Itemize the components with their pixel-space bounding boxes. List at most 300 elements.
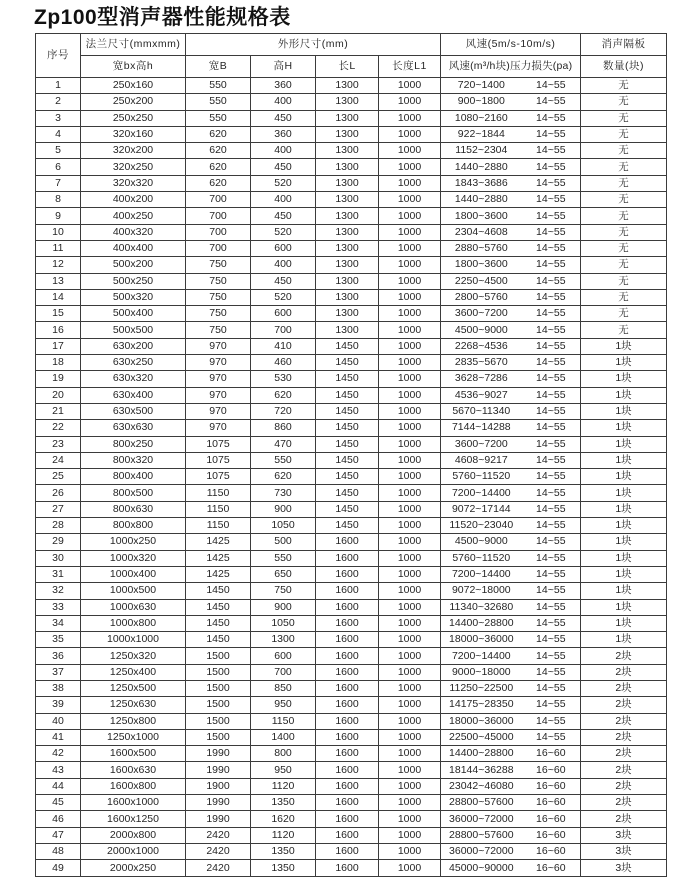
airflow-range: 22500~45000: [449, 731, 514, 744]
cell-length-l: 1300: [316, 273, 379, 289]
cell-width-b: 700: [186, 224, 251, 240]
airflow-range: 7200~14400: [451, 568, 511, 581]
cell-airflow-pressure: [441, 143, 581, 159]
cell-height-h: 1300: [251, 632, 316, 648]
cell-length-l: 1600: [316, 583, 379, 599]
cell-flange-size: 2000x250: [81, 860, 186, 877]
cell-height-h: 470: [251, 436, 316, 452]
cell-width-b: 2420: [186, 860, 251, 877]
pressure-loss: 14~55: [536, 144, 566, 157]
table-row: [36, 843, 667, 859]
cell-airflow-pressure: [441, 420, 581, 436]
cell-serial: 36: [36, 648, 81, 664]
cell-serial: 4: [36, 126, 81, 142]
cell-length-l1: 1000: [379, 599, 441, 615]
cell-width-b: 1500: [186, 729, 251, 745]
cell-length-l: 1300: [316, 126, 379, 142]
airflow-range: 1152~2304: [455, 144, 508, 157]
cell-flange-size: 800x320: [81, 452, 186, 468]
table-row: [36, 159, 667, 175]
cell-flange-size: 1250x500: [81, 680, 186, 696]
cell-width-b: 620: [186, 175, 251, 191]
cell-length-l1: 1000: [379, 94, 441, 110]
cell-airflow-pressure: [441, 566, 581, 582]
header-serial: 序号: [36, 34, 81, 78]
cell-serial: 48: [36, 843, 81, 859]
pressure-loss: 14~55: [536, 372, 566, 385]
cell-serial: 44: [36, 778, 81, 794]
cell-serial: 43: [36, 762, 81, 778]
pressure-loss: 14~55: [536, 128, 566, 141]
cell-height-h: 750: [251, 583, 316, 599]
cell-flange-size: 2000x1000: [81, 843, 186, 859]
cell-length-l: 1600: [316, 599, 379, 615]
pressure-loss: 16~60: [536, 812, 566, 825]
cell-length-l1: 1000: [379, 680, 441, 696]
cell-serial: 19: [36, 371, 81, 387]
airflow-range: 11250~22500: [449, 682, 514, 695]
cell-airflow-pressure: [441, 159, 581, 175]
cell-width-b: 1500: [186, 713, 251, 729]
cell-baffle-count: 无: [581, 94, 667, 110]
cell-baffle-count: 1块: [581, 371, 667, 387]
airflow-range: 2250~4500: [454, 274, 508, 287]
cell-width-b: 750: [186, 257, 251, 273]
cell-length-l: 1300: [316, 159, 379, 175]
table-row: [36, 192, 667, 208]
table-body: [36, 78, 667, 877]
cell-height-h: 550: [251, 550, 316, 566]
cell-width-b: 1500: [186, 648, 251, 664]
cell-height-h: 600: [251, 306, 316, 322]
cell-height-h: 1150: [251, 713, 316, 729]
cell-airflow-pressure: [441, 534, 581, 550]
cell-width-b: 550: [186, 94, 251, 110]
cell-airflow-pressure: [441, 452, 581, 468]
cell-baffle-count: 1块: [581, 518, 667, 534]
cell-baffle-count: 无: [581, 78, 667, 94]
table-row: [36, 746, 667, 762]
cell-serial: 33: [36, 599, 81, 615]
header-length-l1: 长度L1: [379, 56, 441, 78]
cell-flange-size: 630x200: [81, 338, 186, 354]
pressure-loss: 14~55: [536, 111, 566, 124]
cell-airflow-pressure: [441, 746, 581, 762]
cell-flange-size: 1000x800: [81, 615, 186, 631]
airflow-range: 2304~4608: [454, 225, 508, 238]
cell-flange-size: 1600x630: [81, 762, 186, 778]
airflow-range: 9072~18000: [451, 584, 511, 597]
cell-length-l: 1600: [316, 860, 379, 877]
cell-length-l: 1450: [316, 436, 379, 452]
cell-width-b: 1150: [186, 518, 251, 534]
cell-baffle-count: 2块: [581, 697, 667, 713]
cell-baffle-count: 1块: [581, 501, 667, 517]
cell-flange-size: 500x200: [81, 257, 186, 273]
cell-airflow-pressure: [441, 94, 581, 110]
cell-airflow-pressure: [441, 762, 581, 778]
header-baffle-sub: 数量(块): [581, 56, 667, 78]
table-row: [36, 338, 667, 354]
table-row: [36, 126, 667, 142]
cell-flange-size: 800x800: [81, 518, 186, 534]
cell-serial: 29: [36, 534, 81, 550]
cell-baffle-count: 1块: [581, 534, 667, 550]
cell-width-b: 1500: [186, 680, 251, 696]
cell-airflow-pressure: [441, 795, 581, 811]
cell-serial: 31: [36, 566, 81, 582]
cell-flange-size: 1250x1000: [81, 729, 186, 745]
pressure-loss: 14~55: [536, 307, 566, 320]
table-row: [36, 452, 667, 468]
cell-airflow-pressure: [441, 632, 581, 648]
cell-baffle-count: 2块: [581, 762, 667, 778]
pressure-loss: 14~55: [536, 388, 566, 401]
cell-airflow-pressure: [441, 713, 581, 729]
cell-serial: 20: [36, 387, 81, 403]
cell-baffle-count: 2块: [581, 811, 667, 827]
cell-length-l: 1300: [316, 175, 379, 191]
cell-length-l: 1600: [316, 746, 379, 762]
cell-width-b: 700: [186, 192, 251, 208]
cell-flange-size: 500x320: [81, 289, 186, 305]
cell-baffle-count: 无: [581, 306, 667, 322]
header-length-l: 长L: [316, 56, 379, 78]
cell-length-l1: 1000: [379, 306, 441, 322]
cell-baffle-count: 无: [581, 126, 667, 142]
cell-height-h: 620: [251, 387, 316, 403]
cell-length-l1: 1000: [379, 371, 441, 387]
cell-airflow-pressure: [441, 257, 581, 273]
cell-serial: 13: [36, 273, 81, 289]
airflow-range: 18000~36000: [449, 633, 514, 646]
cell-height-h: 450: [251, 273, 316, 289]
cell-baffle-count: 无: [581, 257, 667, 273]
cell-serial: 27: [36, 501, 81, 517]
cell-height-h: 900: [251, 599, 316, 615]
cell-flange-size: 630x500: [81, 403, 186, 419]
cell-flange-size: 400x200: [81, 192, 186, 208]
cell-serial: 47: [36, 827, 81, 843]
pressure-loss: 16~60: [536, 828, 566, 841]
cell-length-l: 1600: [316, 632, 379, 648]
cell-baffle-count: 2块: [581, 778, 667, 794]
cell-airflow-pressure: [441, 615, 581, 631]
table-row: [36, 78, 667, 94]
cell-serial: 38: [36, 680, 81, 696]
table-row: [36, 257, 667, 273]
cell-width-b: 1990: [186, 762, 251, 778]
airflow-range: 28800~57600: [449, 796, 514, 809]
cell-height-h: 1120: [251, 778, 316, 794]
cell-length-l1: 1000: [379, 811, 441, 827]
cell-length-l: 1300: [316, 110, 379, 126]
airflow-range: 2268~4536: [454, 339, 508, 352]
cell-baffle-count: 无: [581, 143, 667, 159]
cell-airflow-pressure: [441, 827, 581, 843]
cell-length-l1: 1000: [379, 697, 441, 713]
cell-airflow-pressure: [441, 648, 581, 664]
cell-flange-size: 250x200: [81, 94, 186, 110]
table-row: [36, 240, 667, 256]
cell-baffle-count: 2块: [581, 713, 667, 729]
cell-length-l: 1600: [316, 713, 379, 729]
pressure-loss: 14~55: [536, 176, 566, 189]
cell-height-h: 400: [251, 143, 316, 159]
cell-baffle-count: 无: [581, 224, 667, 240]
airflow-range: 4500~9000: [454, 535, 508, 548]
table-row: [36, 306, 667, 322]
cell-width-b: 1990: [186, 811, 251, 827]
cell-airflow-pressure: [441, 240, 581, 256]
cell-width-b: 1425: [186, 566, 251, 582]
cell-airflow-pressure: [441, 501, 581, 517]
table-row: [36, 648, 667, 664]
airflow-range: 3628~7286: [454, 372, 508, 385]
cell-length-l: 1300: [316, 78, 379, 94]
cell-width-b: 620: [186, 143, 251, 159]
pressure-loss: 14~55: [536, 714, 566, 727]
cell-width-b: 1425: [186, 534, 251, 550]
cell-serial: 40: [36, 713, 81, 729]
cell-airflow-pressure: [441, 192, 581, 208]
cell-airflow-pressure: [441, 208, 581, 224]
cell-airflow-pressure: [441, 843, 581, 859]
cell-flange-size: 500x400: [81, 306, 186, 322]
cell-length-l: 1450: [316, 387, 379, 403]
cell-length-l1: 1000: [379, 322, 441, 338]
pressure-loss: 14~55: [536, 665, 566, 678]
cell-width-b: 750: [186, 289, 251, 305]
cell-serial: 5: [36, 143, 81, 159]
cell-baffle-count: 1块: [581, 338, 667, 354]
cell-length-l1: 1000: [379, 778, 441, 794]
cell-length-l1: 1000: [379, 257, 441, 273]
cell-baffle-count: 1块: [581, 387, 667, 403]
cell-length-l1: 1000: [379, 224, 441, 240]
table-row: [36, 599, 667, 615]
cell-length-l1: 1000: [379, 762, 441, 778]
table-row: [36, 501, 667, 517]
cell-baffle-count: 无: [581, 289, 667, 305]
cell-width-b: 2420: [186, 843, 251, 859]
cell-height-h: 500: [251, 534, 316, 550]
airflow-range: 4500~9000: [454, 323, 508, 336]
cell-serial: 34: [36, 615, 81, 631]
pressure-loss: 14~55: [536, 339, 566, 352]
cell-flange-size: 630x400: [81, 387, 186, 403]
cell-airflow-pressure: [441, 126, 581, 142]
cell-airflow-pressure: [441, 680, 581, 696]
cell-width-b: 700: [186, 208, 251, 224]
cell-length-l: 1600: [316, 648, 379, 664]
cell-length-l: 1600: [316, 697, 379, 713]
cell-height-h: 950: [251, 697, 316, 713]
cell-length-l1: 1000: [379, 632, 441, 648]
pressure-loss: 14~55: [536, 242, 566, 255]
cell-length-l1: 1000: [379, 518, 441, 534]
table-row: [36, 420, 667, 436]
cell-height-h: 720: [251, 403, 316, 419]
cell-baffle-count: 3块: [581, 860, 667, 877]
pressure-loss: 14~55: [536, 193, 566, 206]
cell-width-b: 1450: [186, 599, 251, 615]
cell-flange-size: 1000x630: [81, 599, 186, 615]
cell-flange-size: 400x320: [81, 224, 186, 240]
cell-flange-size: 320x160: [81, 126, 186, 142]
cell-serial: 28: [36, 518, 81, 534]
airflow-range: 9000~18000: [451, 665, 511, 678]
pressure-loss: 14~55: [536, 535, 566, 548]
airflow-range: 9072~17144: [451, 502, 511, 515]
cell-serial: 16: [36, 322, 81, 338]
cell-airflow-pressure: [441, 599, 581, 615]
airflow-range: 36000~72000: [449, 812, 514, 825]
cell-length-l: 1450: [316, 371, 379, 387]
cell-height-h: 1400: [251, 729, 316, 745]
cell-airflow-pressure: [441, 485, 581, 501]
cell-length-l: 1300: [316, 289, 379, 305]
cell-flange-size: 1250x400: [81, 664, 186, 680]
cell-serial: 45: [36, 795, 81, 811]
cell-airflow-pressure: [441, 778, 581, 794]
pressure-loss: 14~55: [536, 160, 566, 173]
cell-length-l: 1600: [316, 534, 379, 550]
pressure-loss: 14~55: [536, 698, 566, 711]
cell-height-h: 860: [251, 420, 316, 436]
pressure-loss: 16~60: [536, 796, 566, 809]
cell-height-h: 650: [251, 566, 316, 582]
cell-serial: 11: [36, 240, 81, 256]
pressure-loss: 14~55: [536, 616, 566, 629]
cell-airflow-pressure: [441, 811, 581, 827]
cell-length-l1: 1000: [379, 338, 441, 354]
cell-length-l: 1450: [316, 355, 379, 371]
cell-width-b: 750: [186, 322, 251, 338]
cell-serial: 23: [36, 436, 81, 452]
cell-length-l: 1450: [316, 403, 379, 419]
cell-serial: 18: [36, 355, 81, 371]
pressure-loss: 16~60: [536, 845, 566, 858]
cell-baffle-count: 2块: [581, 729, 667, 745]
cell-width-b: 550: [186, 78, 251, 94]
table-row: [36, 518, 667, 534]
cell-flange-size: 320x250: [81, 159, 186, 175]
cell-length-l1: 1000: [379, 827, 441, 843]
cell-height-h: 700: [251, 664, 316, 680]
table-row: [36, 469, 667, 485]
cell-serial: 10: [36, 224, 81, 240]
cell-width-b: 1500: [186, 697, 251, 713]
header-width-b: 宽B: [186, 56, 251, 78]
table-row: [36, 175, 667, 191]
cell-height-h: 520: [251, 224, 316, 240]
cell-height-h: 730: [251, 485, 316, 501]
airflow-range: 1440~2880: [454, 160, 508, 173]
cell-baffle-count: 3块: [581, 843, 667, 859]
cell-length-l1: 1000: [379, 420, 441, 436]
cell-flange-size: 630x250: [81, 355, 186, 371]
pressure-loss: 14~55: [536, 405, 566, 418]
cell-width-b: 620: [186, 126, 251, 142]
cell-width-b: 970: [186, 403, 251, 419]
header-wind-sub: 风速(m³/h块)压力损失(pa): [441, 56, 581, 78]
table-row: [36, 534, 667, 550]
cell-height-h: 620: [251, 469, 316, 485]
cell-serial: 49: [36, 860, 81, 877]
cell-length-l1: 1000: [379, 208, 441, 224]
cell-flange-size: 400x250: [81, 208, 186, 224]
airflow-range: 45000~90000: [449, 861, 514, 874]
table-row: [36, 94, 667, 110]
cell-serial: 14: [36, 289, 81, 305]
cell-baffle-count: 1块: [581, 632, 667, 648]
cell-flange-size: 500x250: [81, 273, 186, 289]
cell-baffle-count: 1块: [581, 420, 667, 436]
cell-length-l: 1600: [316, 729, 379, 745]
cell-length-l1: 1000: [379, 78, 441, 94]
cell-length-l1: 1000: [379, 713, 441, 729]
cell-airflow-pressure: [441, 175, 581, 191]
cell-length-l: 1600: [316, 680, 379, 696]
airflow-range: 7200~14400: [451, 649, 511, 662]
pressure-loss: 14~55: [536, 323, 566, 336]
cell-height-h: 850: [251, 680, 316, 696]
cell-length-l1: 1000: [379, 648, 441, 664]
table-row: [36, 403, 667, 419]
cell-baffle-count: 1块: [581, 436, 667, 452]
cell-baffle-count: 无: [581, 159, 667, 175]
airflow-range: 23042~46080: [449, 779, 514, 792]
airflow-range: 4536~9027: [454, 388, 508, 401]
cell-length-l1: 1000: [379, 240, 441, 256]
cell-baffle-count: 1块: [581, 485, 667, 501]
cell-width-b: 970: [186, 371, 251, 387]
pressure-loss: 14~55: [536, 291, 566, 303]
cell-height-h: 600: [251, 240, 316, 256]
airflow-range: 11520~23040: [449, 519, 514, 532]
airflow-range: 2800~5760: [454, 291, 508, 303]
cell-serial: 6: [36, 159, 81, 175]
cell-width-b: 1900: [186, 778, 251, 794]
cell-serial: 7: [36, 175, 81, 191]
pressure-loss: 14~55: [536, 209, 566, 222]
cell-height-h: 800: [251, 746, 316, 762]
cell-height-h: 530: [251, 371, 316, 387]
cell-width-b: 700: [186, 240, 251, 256]
cell-serial: 17: [36, 338, 81, 354]
table-row: [36, 811, 667, 827]
cell-baffle-count: 1块: [581, 452, 667, 468]
cell-serial: 21: [36, 403, 81, 419]
table-row: [36, 289, 667, 305]
cell-width-b: 1150: [186, 485, 251, 501]
cell-flange-size: 1000x500: [81, 583, 186, 599]
table-row: [36, 762, 667, 778]
cell-baffle-count: 2块: [581, 648, 667, 664]
cell-airflow-pressure: [441, 518, 581, 534]
cell-length-l1: 1000: [379, 126, 441, 142]
cell-height-h: 1050: [251, 615, 316, 631]
cell-flange-size: 1000x320: [81, 550, 186, 566]
cell-width-b: 620: [186, 159, 251, 175]
cell-airflow-pressure: [441, 371, 581, 387]
cell-length-l1: 1000: [379, 355, 441, 371]
airflow-range: 5760~11520: [452, 470, 511, 483]
cell-serial: 32: [36, 583, 81, 599]
table-row: [36, 795, 667, 811]
table-row: [36, 697, 667, 713]
